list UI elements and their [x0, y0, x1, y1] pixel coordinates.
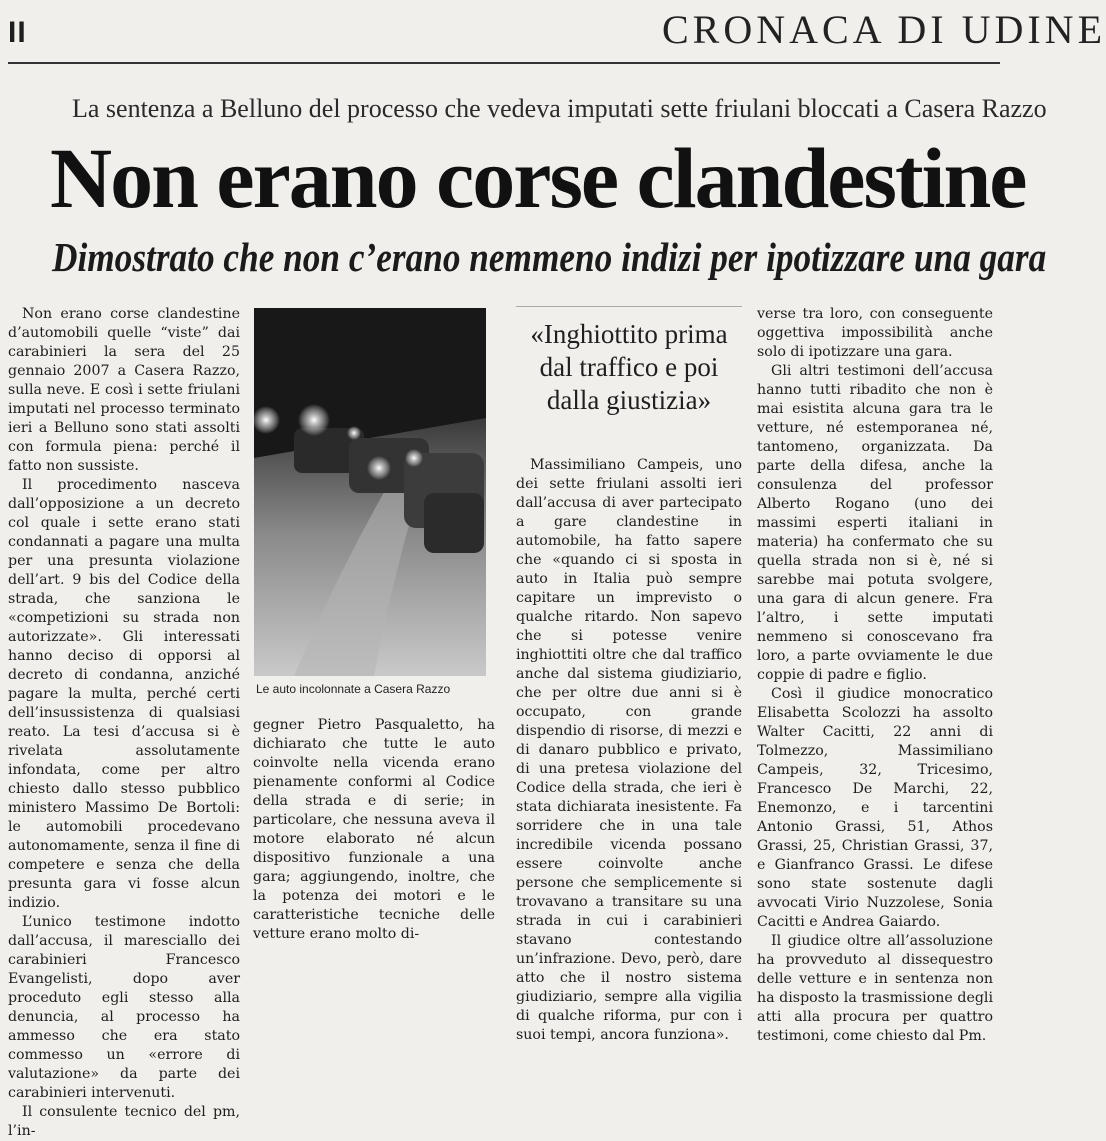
- article-subhead: Dimostrato che non c’erano nemmeno indizi per ipotizzare una gara: [52, 234, 1047, 280]
- paragraph: Il consulente tecnico del pm, l’in-: [8, 1104, 240, 1139]
- article-column-2: [253, 716, 495, 942]
- sidebar-box-text: [516, 456, 742, 1043]
- section-title: CRONACA DI UDINE: [662, 7, 1106, 52]
- paragraph: Il procedimento nasceva dall’opposizione a un decreto col quale i sette erano stati condannati a pagare una multa per una presunta violazione dell’art. 9 bis del Codice della strada, che sanziona le «competizioni su strada non autorizzate». Gli interessati hanno deciso di opporsi al decreto di condanna, anziché pagare la multa, perché certi dell’insussistenza di qualsiasi reato. La tesi d’accusa si è rivelata assolutamente infondata, come per altro chiesto dallo stesso pubblico ministero Massimo De Bortoli: le automobili procedevano autonomamente, senza il fine di competere e senza che della presunta gara vi fosse alcun indizio.: [8, 477, 240, 911]
- photo-caption: Le auto incolonnate a Casera Razzo: [256, 682, 451, 696]
- paragraph: Gli altri testimoni dell’accusa hanno tutti ribadito che non è mai esistita alcuna gara tra le vetture, né estemporanea né, tantomeno, organizzata. Da parte della difesa, anche la consulenza del professor Alberto Rogano (uno dei massimi esperti italiani in materia) ha confermato che su quella strada non si è, né si sarebbe mai potuta svolgere, una gara di alcun genere. Fra l’altro, i sette imputati nemmeno si conoscevano fra loro, a parte ovviamente le due coppie di padre e figlio.: [757, 363, 993, 683]
- article-kicker: La sentenza a Belluno del processo che vedeva imputati sette friulani bloccati a Casera Razzo: [72, 94, 1047, 123]
- paragraph: verse tra loro, con conseguente oggettiva impossibilità anche solo di ipotizzare una gara.: [757, 306, 993, 360]
- header-divider: [8, 62, 1000, 64]
- box-top-rule: [516, 306, 742, 307]
- article-column-1: [8, 305, 240, 1139]
- paragraph: Massimiliano Campeis, uno dei sette friulani assolti ieri dall’accusa di aver partecipato a gare clandestine in automobile, ha fatto sapere che «quando ci si sposta in auto in Italia può sempre capitare un imprevisto o qualche ritardo. Non sapevo che si potesse venire inghiottiti oltre che dal traffico anche dal sistema giudiziario, che per oltre due anni si è occupato, con grande dispendio di risorse, di mezzi e di danaro pubblico e privato, di una pretesa violazione del Codice della strada, che ieri è stata dichiarata inesistente. Fa sorridere che in una tale incredibile vicenda possano essere coinvolte anche persone che semplicemente si trovavano a transitare su una strada in cui i carabinieri stavano contestando un’infrazione. Devo, però, dare atto che il nostro sistema giudiziario, sempre alla vigilia di qualche riforma, pur con i suoi tempi, ancora funziona».: [516, 457, 742, 1043]
- paragraph: Non erano corse clandestine d’automobili quelle “viste” dai carabinieri la sera del 25 gennaio 2007 a Casera Razzo, sulla neve. E così i sette friulani imputati nel processo terminato ieri a Belluno sono stati assolti con formula piena: perché il fatto non sussiste.: [8, 306, 240, 474]
- paragraph: Il giudice oltre all’assoluzione ha provveduto al dissequestro delle vetture e in sentenza non ha disposto la trasmissione degli atti alla procura per quattro testimoni, come chiesto dal Pm.: [757, 933, 993, 1044]
- paragraph: gegner Pietro Pasqualetto, ha dichiarato che tutte le auto coinvolte nella vicenda erano pienamente conformi al Codice della strada e di serie; in particolare, che nessuna aveva il motore elaborato né alcun dispositivo funzionale a una gara; aggiungendo, inoltre, che la potenza dei motori e le caratteristiche tecniche delle vetture erano molto di-: [253, 717, 495, 942]
- paragraph: L’unico testimone indotto dall’accusa, il maresciallo dei carabinieri Francesco Evangelisti, dopo aver proceduto egli stesso alla denuncia, al processo ha ammesso che era stato commesso un «errore di valutazione» da parte dei carabinieri intervenuti.: [8, 914, 240, 1101]
- article-headline: Non erano corse clandestine: [50, 130, 1026, 226]
- page-number: II: [8, 16, 27, 49]
- article-photo: [254, 308, 486, 676]
- article-column-4: [757, 305, 993, 1044]
- sidebar-quote: «Inghiottito prima dal traffico e poi dalla giustizia»: [530, 319, 728, 415]
- paragraph: Così il giudice monocratico Elisabetta Scolozzi ha assolto Walter Cacitti, 22 anni di Tolmezzo, Massimiliano Campeis, 32, Tricesimo, Francesco De Marchi, 22, Enemonzo, e i tarcentini Antonio Grassi, 51, Athos Grassi, 25, Christian Grassi, 37, e Gianfranco Grassi. Le difese sono state sostenute dagli avvocati Virio Nuzzolese, Sonia Cacitti e Andrea Gaiardo.: [757, 686, 993, 930]
